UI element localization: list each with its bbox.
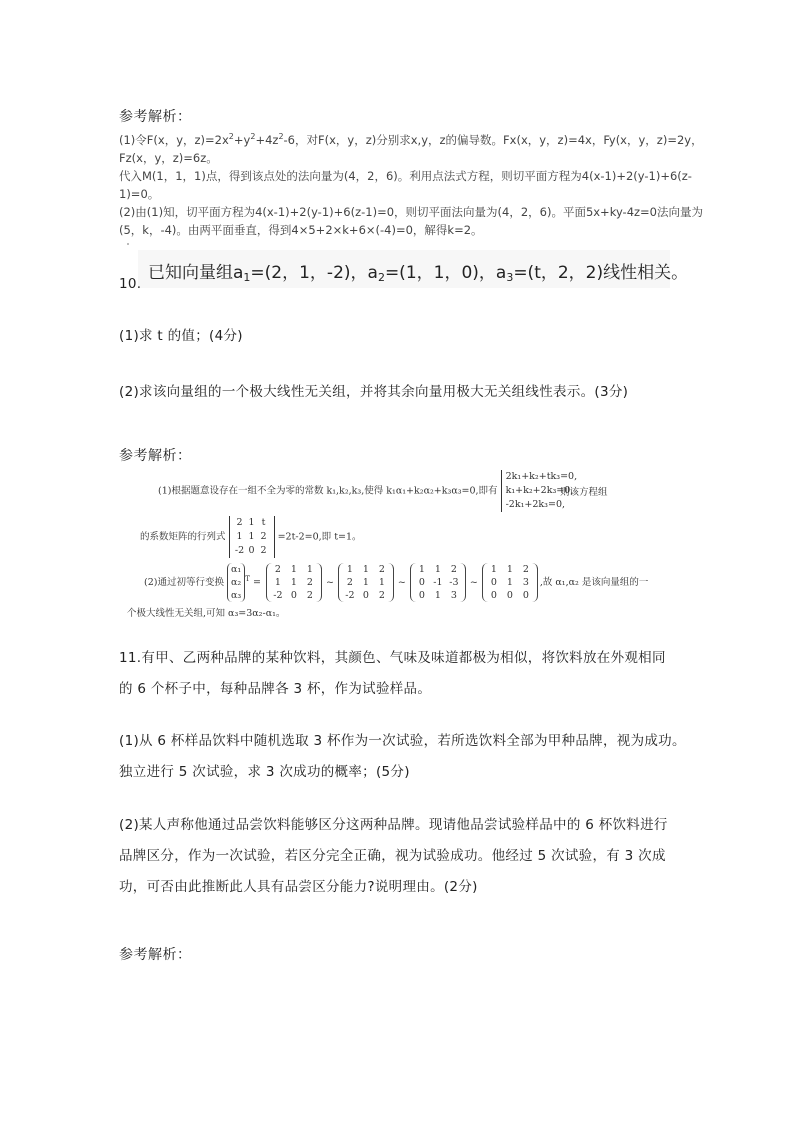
q10-solution-conclusion: 个极大线性无关组,可知 α₃=3α₂-α₁。 xyxy=(127,608,286,619)
q9-solution-line-6: (5，k，-4)。由两平面垂直，得到4×5+2×k+6×(-4)=0，解得k=2。 xyxy=(119,223,483,237)
q11-solution-label: 参考解析： xyxy=(119,947,192,963)
stray-mark xyxy=(127,243,129,245)
equation-system: 2k₁+k₂+tk₃=0, k₁+k₂+2k₃=0, -2k₁+2k₃=0, xyxy=(501,470,578,512)
matrix-3: 1 1 2 0 -1 -3 0 1 3 xyxy=(410,563,466,602)
coefficient-determinant: 2 1 t 1 1 2 -2 0 2 xyxy=(229,516,275,558)
q9-solution-line-3: 代入M(1，1，1)点，得到该点处的法向量为(4，2，6)。利用点法式方程，则切平面方程为4(x-1)+2(y-1)+6(z- xyxy=(119,169,692,183)
matrix-2: 1 1 2 2 1 1 -2 0 2 xyxy=(338,563,394,602)
q11-statement-line-2: 的 6 个杯子中，每种品牌各 3 杯，作为试验样品。 xyxy=(119,681,432,697)
q9-solution-image xyxy=(119,131,704,239)
q10-solution-step-1: (1)根据题意设存在一组不全为零的常数 k₁,k₂,k₃,使得 k₁α₁+k₂α₂+k₃α₃=0,即有 2k₁+k₂+tk₃=0, k₁+k₂+2k₃=0, -2k₁+2k₃=0, xyxy=(158,471,578,510)
q9-solution-label: 参考解析： xyxy=(119,109,192,125)
q11-part-1-line-1: (1)从 6 杯样品饮料中随机选取 3 杯作为一次试验，若所选饮料全部为甲种品牌，视为成功。 xyxy=(119,733,686,749)
q9-solution-line-2: Fz(x，y，z)=6z。 xyxy=(119,151,218,165)
q10-solution-step-1-tail: 则该方程组 xyxy=(560,487,608,498)
q11-part-2-line-1: (2)某人声称他通过品尝饮料能够区分这两种品牌。现请他品尝试验样品中的 6 杯饮料进行 xyxy=(119,817,668,833)
q9-solution-line-1: (1)令F(x，y，$z)=2x^2+y^2+4z^2-6$，对F(x，y，z)分别求x,y，z的偏导数。Fx(x，y，z)=4x，Fy(x，y，z)=2y， xyxy=(119,132,703,147)
q11-part-2-line-2: 品牌区分，作为一次试验，若区分完全正确，视为试验成功。他经过 5 次试验，有 3 次成 xyxy=(119,848,666,864)
matrix-1: 2 1 1 1 1 2 -2 0 2 xyxy=(266,563,322,602)
q10-solution-determinant: 的系数矩阵的行列式 2 1 t 1 1 2 -2 0 2 =2t-2=0,即 t=1。 xyxy=(140,517,362,556)
q10-solution-step-2: (2)通过初等行变换 α₁ α₂ α₃ $^T$ = 2 1 1 1 1 2 -2 0 2 ~ 1 1 2 2 1 1 -2 0 2 ~ 1 1 2 0 -1 -3 0 1 3 ~ 1 1 2 0 1 3 0 0 0 ,故 α₁,α₂ 是该向量组的一 xyxy=(144,564,649,601)
q10-part-2: (2)求该向量组的一个极大线性无关组，并将其余向量用极大无关组线性表示。(3分) xyxy=(119,384,629,400)
vector-column: α₁ α₂ α₃ xyxy=(227,563,245,602)
q10-solution-label: 参考解析： xyxy=(119,448,192,464)
q11-statement-line-1: 11.有甲、乙两种品牌的某种饮料，其颜色、气味及味道都极为相似，将饮料放在外观相同 xyxy=(119,650,666,666)
q11-part-2-line-3: 功，可否由此推断此人具有品尝区分能力?说明理由。(2分) xyxy=(119,879,478,895)
q10-statement: 已知向量组$a_1=(2$，1，-2)，$a_2=(1$，1，0)，$a_3=(t$，2，2)线性相关。 xyxy=(148,263,689,284)
matrix-4: 1 1 2 0 1 3 0 0 0 xyxy=(482,563,538,602)
q10-number: 10. xyxy=(119,276,142,292)
q10-part-1: (1)求 t 的值；(4分) xyxy=(119,328,243,344)
q9-solution-line-4: 1)=0。 xyxy=(119,187,160,201)
q11-part-1-line-2: 独立进行 5 次试验，求 3 次成功的概率；(5分) xyxy=(119,764,410,780)
q9-solution-line-5: (2)由(1)知，切平面方程为4(x-1)+2(y-1)+6(z-1)=0，则切平面法向量为(4，2，6)。平面5x+ky-4z=0法向量为 xyxy=(119,205,704,219)
